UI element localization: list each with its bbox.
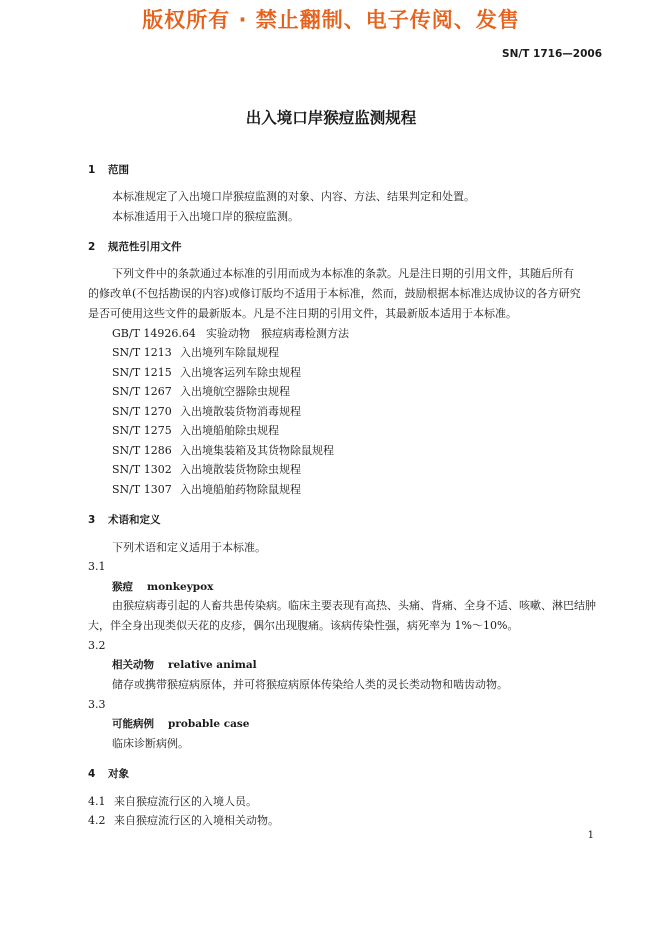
copyright-watermark: 版权所有 · 禁止翻制、电子传阅、发售 <box>142 8 520 32</box>
reference-code: SN/T 1213 <box>112 346 172 359</box>
term-number: 3.2 <box>88 639 106 652</box>
definition-line: 临床诊断病例。 <box>112 737 189 750</box>
paragraph-line: 的修改单(不包括勘误的内容)或修订版均不适用于本标准，然而，鼓励根据本标准达成协议的各方研究 <box>88 287 581 300</box>
standard-code: SN/T 1716—2006 <box>502 48 602 60</box>
term-english: monkeypox <box>147 581 214 593</box>
reference-title: 入出境船舶除虫规程 <box>180 424 279 437</box>
paragraph-line: 下列文件中的条款通过本标准的引用而成为本标准的条款。凡是注日期的引用文件，其随后所有 <box>112 267 574 280</box>
reference-code: SN/T 1286 <box>112 444 172 457</box>
subclause-text: 来自猴痘流行区的入境人员。 <box>114 795 257 808</box>
definition-line: 由猴痘病毒引起的人畜共患传染病。临床主要表现有高热、头痛、背痛、全身不适、咳嗽、淋巴结肿 <box>112 599 596 612</box>
definition-line: 大，伴全身出现类似天花的皮疹，偶尔出现腹痛。该病传染性强，病死率为 1%～10%。 <box>88 619 519 632</box>
reference-title: 入出境客运列车除虫规程 <box>180 366 301 379</box>
term-number: 3.3 <box>88 698 106 711</box>
section-number: 2 <box>88 241 96 253</box>
reference-title: 入出境集装箱及其货物除鼠规程 <box>180 444 334 457</box>
subclause-text: 来自猴痘流行区的入境相关动物。 <box>114 814 279 827</box>
paragraph: 本标准适用于入出境口岸的猴痘监测。 <box>112 210 299 223</box>
section-number: 1 <box>88 164 96 176</box>
section-title: 对象 <box>108 768 129 780</box>
reference-title: 入出境散装货物除虫规程 <box>180 463 301 476</box>
document-title: 出入境口岸猴痘监测规程 <box>245 109 417 127</box>
term-heading <box>112 658 257 672</box>
page-number: 1 <box>587 830 594 841</box>
paragraph: 下列术语和定义适用于本标准。 <box>112 541 266 554</box>
reference-item <box>112 463 301 477</box>
reference-title: 入出境船舶药物除鼠规程 <box>180 483 301 496</box>
term-english: relative animal <box>168 659 257 671</box>
reference-code: SN/T 1267 <box>112 385 172 398</box>
reference-item <box>112 385 290 399</box>
section-1-heading <box>88 163 129 177</box>
section-4-heading <box>88 767 129 781</box>
term-english: probable case <box>168 718 250 730</box>
reference-item <box>112 424 279 438</box>
term-chinese: 相关动物 <box>112 659 154 671</box>
section-title: 范围 <box>108 164 129 176</box>
section-number: 4 <box>88 768 96 780</box>
term-heading <box>112 717 249 731</box>
reference-title: 入出境航空器除虫规程 <box>180 385 290 398</box>
section-2-heading <box>88 240 182 254</box>
definition-line: 储存或携带猴痘病原体，并可将猴痘病原体传染给人类的灵长类动物和啮齿动物。 <box>112 678 508 691</box>
subclause-item <box>88 814 279 828</box>
reference-code: SN/T 1307 <box>112 483 172 496</box>
reference-item <box>112 366 301 380</box>
reference-code: SN/T 1302 <box>112 463 172 476</box>
paragraph-line: 是否可使用这些文件的最新版本。凡是不注日期的引用文件，其最新版本适用于本标准。 <box>88 307 517 320</box>
reference-item <box>112 346 279 360</box>
reference-title: 实验动物 猴痘病毒检测方法 <box>206 327 349 340</box>
term-chinese: 猴痘 <box>112 581 133 593</box>
section-title: 术语和定义 <box>108 514 161 526</box>
reference-item <box>112 444 334 458</box>
subclause-item <box>88 795 257 809</box>
reference-code: GB/T 14926.64 <box>112 327 196 340</box>
reference-item <box>112 483 301 497</box>
reference-item <box>112 405 301 419</box>
reference-code: SN/T 1270 <box>112 405 172 418</box>
term-heading <box>112 580 213 594</box>
section-3-heading <box>88 513 161 527</box>
reference-item <box>112 327 349 341</box>
subclause-number: 4.1 <box>88 795 106 808</box>
reference-code: SN/T 1275 <box>112 424 172 437</box>
subclause-number: 4.2 <box>88 814 106 827</box>
reference-title: 入出境散装货物消毒规程 <box>180 405 301 418</box>
reference-title: 入出境列车除鼠规程 <box>180 346 279 359</box>
term-chinese: 可能病例 <box>112 718 154 730</box>
reference-code: SN/T 1215 <box>112 366 172 379</box>
term-number: 3.1 <box>88 560 106 573</box>
section-number: 3 <box>88 514 96 526</box>
section-title: 规范性引用文件 <box>108 241 182 253</box>
paragraph: 本标准规定了入出境口岸猴痘监测的对象、内容、方法、结果判定和处置。 <box>112 190 475 203</box>
